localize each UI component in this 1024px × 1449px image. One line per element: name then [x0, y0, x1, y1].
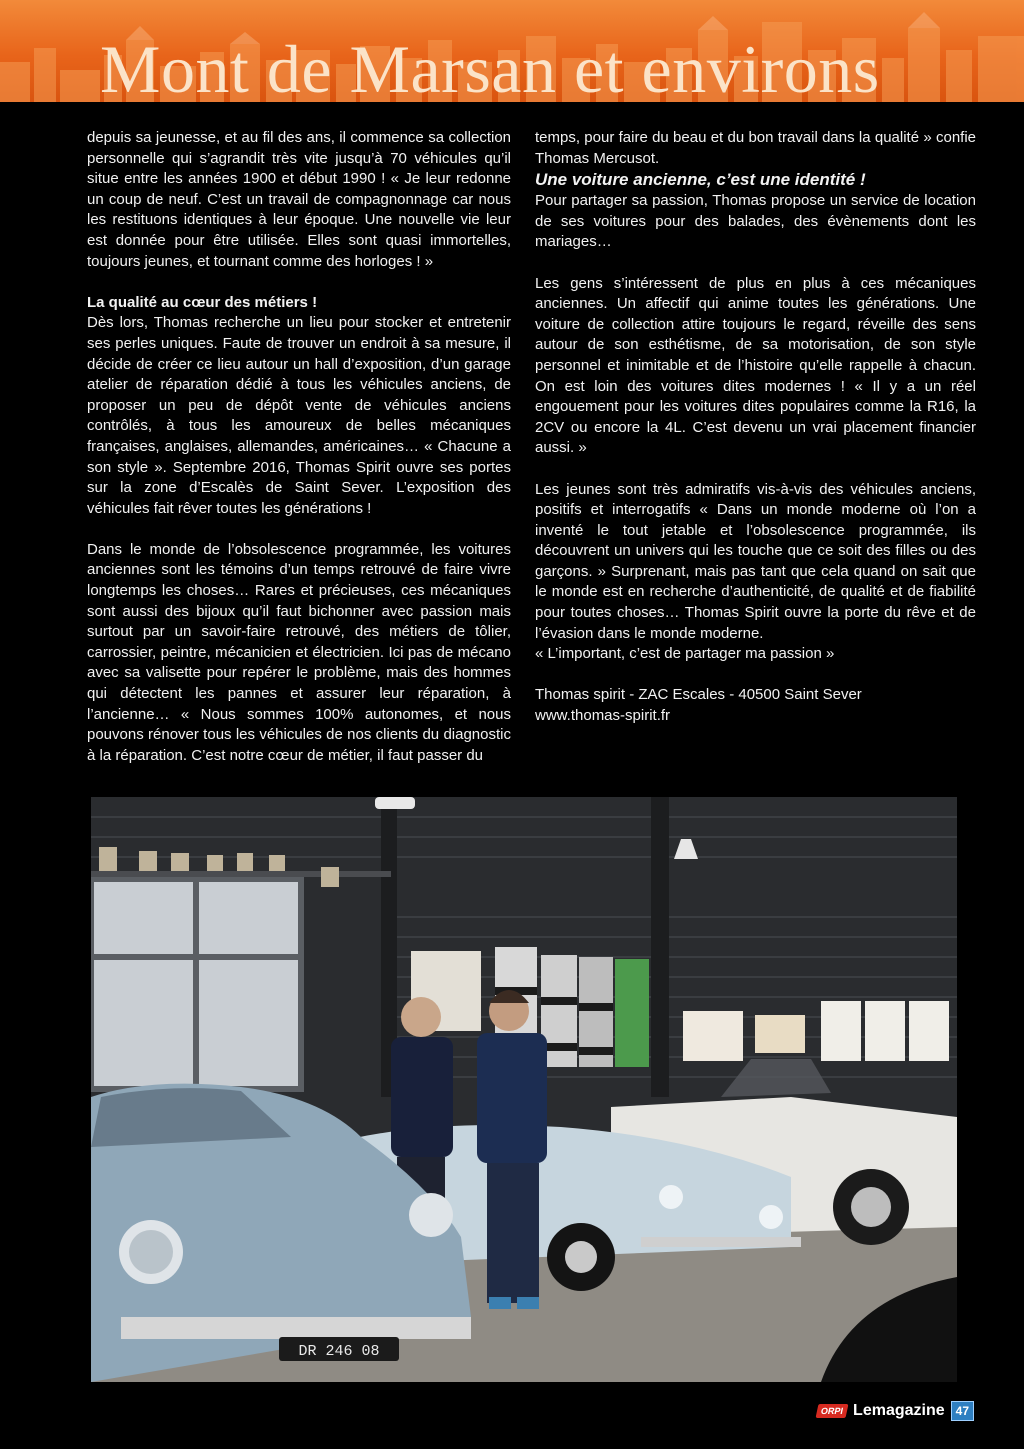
- paragraph: Les jeunes sont très admiratifs vis-à-vis des véhicules anciens, positifs et interrogatifs « Dans un monde moderne où l’on a inventé le tout jetable et l’obsolescence programmée, ils découvrent un univers qui les touche que ce soit des filles ou des garçons. » Surprenant, mais pas tant que cela quand on sait que le monde est en recherche d’authenticité, de qualité et de fiabilité pour toutes choses… Thomas Spirit ouvre la porte du rêve et de l’évasion dans le monde moderne.: [535, 480, 976, 642]
- article-left-column: [87, 128, 511, 766]
- magazine-name: Lemagazine: [853, 1402, 945, 1419]
- quote: « L’important, c’est de partager ma passion »: [535, 645, 835, 663]
- header-banner: [0, 0, 1024, 102]
- footer-branding: [817, 1400, 974, 1422]
- man-right: [477, 990, 547, 1309]
- website-link[interactable]: www.thomas-spirit.fr: [535, 707, 671, 725]
- section-heading: La qualité au cœur des métiers !: [87, 293, 318, 311]
- garage-illustration: [91, 797, 957, 1382]
- page-title: Mont de Marsan et environs: [100, 31, 880, 102]
- orpi-logo: ORPI: [816, 1404, 849, 1418]
- license-plate: DR 246 08: [298, 1343, 380, 1360]
- paragraph: Pour partager sa passion, Thomas propose un service de location de ses voitures pour des balades, des évènements dont les mariages…: [535, 192, 976, 251]
- paragraph: temps, pour faire du beau et du bon travail dans la qualité » confie Thomas Mercusot.: [535, 129, 976, 167]
- article-right-column: [535, 128, 976, 727]
- paragraph: Dans le monde de l’obsolescence programmée, les voitures anciennes sont les témoins d’un temps retrouvé de faire vivre longtemps les choses… Rares et précieuses, ces mécaniques sont aussi des bijoux qu’il faut bichonner avec passion mais surtout par un savoir-faire retrouvé, des métiers de tôlier, carrossier, peintre, mécanicien et électricien. Ici pas de mécano avec sa valisette pour repérer le problème, mais des hommes qui détectent les pannes et assurer leur réparation, à l’ancienne… « Nous sommes 100% autonomes, et nous pouvons rénover tous les véhicules de nos clients du diagnostic à la réparation. C’est notre cœur de métier, il faut passer du: [87, 540, 511, 764]
- page-number: 47: [951, 1401, 974, 1421]
- paragraph: Dès lors, Thomas recherche un lieu pour stocker et entretenir ses perles uniques. Faute de trouver un endroit à sa mesure, il décide de créer ce lieu autour un hall d’exposition, d’un garage atelier de réparation dédié à tous les véhicules anciens, de proposer un peu de dépôt vente de véhicules anciens contrôlés, à tous les amoureux de belles mécaniques françaises, anglaises, allemandes, américaines… « Chacune a son style ». Septembre 2016, Thomas Spirit ouvre ses portes sur la zone d’Escalès de Saint Sever. L’exposition des véhicules fait rêver toutes les générations !: [87, 314, 511, 517]
- section-heading: Une voiture ancienne, c’est une identité !: [535, 170, 866, 190]
- paragraph: Les gens s’intéressent de plus en plus à ces mécaniques anciennes. Un affectif qui anime toutes les générations. Une voiture de collection attire toujours le regard, réveille des sens autour de son esthétisme, de sa motorisation, de son style personnel et inimitable et de l’histoire qu’elle rappelle à chacun. On est loin des voitures dites modernes ! « Il y a un réel engouement pour les voitures dites populaires comme la R16, la 2CV ou encore la 4L. C’est devenu un vrai placement financier aussi. »: [535, 274, 976, 457]
- garage-photo: [91, 797, 957, 1382]
- address: Thomas spirit - ZAC Escales - 40500 Saint Sever: [535, 686, 862, 704]
- paragraph: depuis sa jeunesse, et au fil des ans, il commence sa collection personnelle qui s’agrandit très vite jusqu’à 70 véhicules qu’il situe entre les années 1900 et début 1990 ! « Je leur redonne un coup de neuf. C’est un travail de compagnonnage car nous les restituons identiques à leur époque. Une nouvelle vie leur est donnée pour être utilisée. Elles sont quasi immortelles, toujours jeunes, et tournant comme des horloges ! »: [87, 129, 511, 270]
